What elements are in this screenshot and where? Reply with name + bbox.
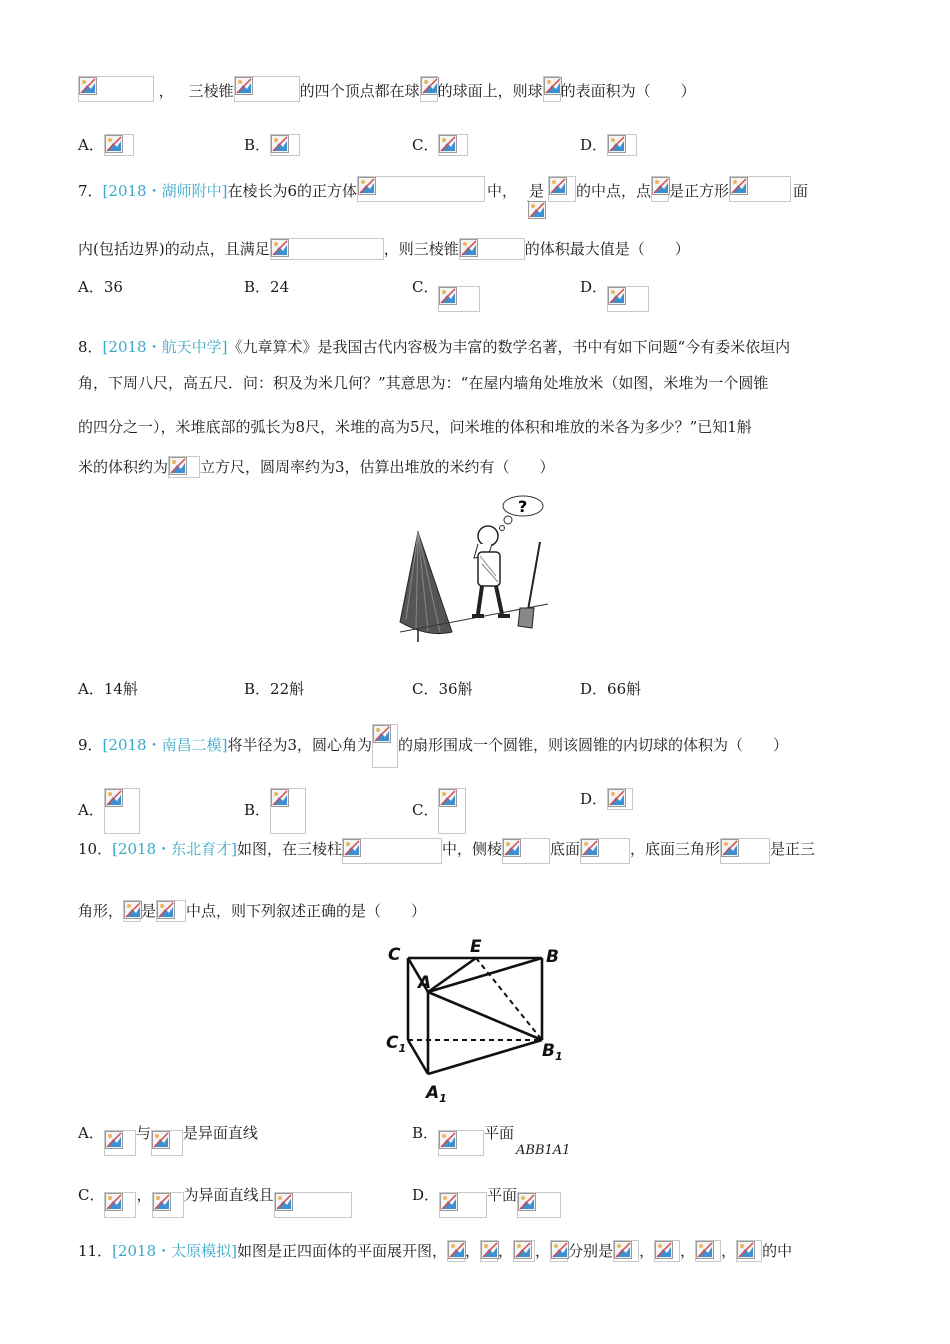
formula-image bbox=[651, 176, 669, 202]
source-tag: [2018・太原模拟] bbox=[112, 1242, 237, 1260]
formula-image bbox=[720, 838, 770, 864]
source-tag: [2018・航天中学] bbox=[102, 338, 228, 356]
broken-image-icon bbox=[421, 77, 439, 95]
formula-image bbox=[459, 238, 525, 260]
broken-image-icon bbox=[105, 1131, 123, 1149]
broken-image-icon bbox=[439, 789, 457, 807]
q6-option-b: B． bbox=[244, 134, 300, 156]
rice-pile-illustration bbox=[388, 492, 558, 642]
formula-image bbox=[513, 1240, 535, 1262]
q10-option-d: D． 平面 bbox=[412, 1184, 561, 1218]
q7-option-d: D． bbox=[580, 276, 649, 312]
broken-image-icon bbox=[614, 1241, 632, 1259]
formula-image bbox=[438, 1130, 484, 1156]
broken-image-icon bbox=[730, 177, 748, 195]
formula-image bbox=[104, 788, 140, 834]
formula-image bbox=[372, 724, 398, 768]
broken-image-icon bbox=[235, 77, 253, 95]
broken-image-icon bbox=[79, 77, 97, 95]
q7-option-a: A．36 bbox=[78, 278, 123, 296]
broken-image-icon bbox=[514, 1241, 532, 1259]
formula-image bbox=[357, 176, 485, 202]
formula-image bbox=[527, 200, 529, 202]
formula-image bbox=[152, 1192, 184, 1218]
broken-image-icon bbox=[655, 1241, 673, 1259]
broken-image-icon bbox=[544, 77, 562, 95]
broken-image-icon bbox=[439, 135, 457, 153]
source-tag: [2018・湖师附中] bbox=[102, 182, 228, 200]
broken-image-icon bbox=[460, 239, 478, 257]
broken-image-icon bbox=[152, 1131, 170, 1149]
formula-image bbox=[502, 838, 550, 864]
q10-option-c: C． ， 为异面直线且 bbox=[78, 1184, 352, 1218]
q6-text: 的四个顶点都在球 bbox=[299, 82, 420, 100]
q8-line2: 角，下周八尺，高五尺．问：积及为米几何？”其意思为：“在屋内墙角处堆放米（如图，米堆为一个圆锥 bbox=[78, 374, 769, 392]
broken-image-icon bbox=[696, 1241, 714, 1259]
formula-image bbox=[270, 788, 306, 834]
q7-option-c: C． bbox=[412, 276, 480, 312]
formula-image bbox=[104, 1130, 136, 1156]
broken-image-icon bbox=[439, 1131, 457, 1149]
broken-image-icon bbox=[481, 1241, 499, 1259]
q9-line1: 9．[2018・南昌二模]将半径为3，圆心角为 的扇形围成一个圆锥，则该圆锥的内切球的体积为（ ） bbox=[78, 724, 788, 768]
broken-image-icon bbox=[439, 287, 457, 305]
q9-option-d: D． bbox=[580, 788, 633, 810]
q8-option-b: B．22斛 bbox=[244, 680, 305, 698]
broken-image-icon bbox=[153, 1193, 171, 1211]
q6-text: 的球面上，则球 bbox=[437, 82, 543, 100]
broken-image-icon bbox=[271, 135, 289, 153]
q10-option-b: B． 平面 ABB1A1 bbox=[412, 1122, 514, 1156]
q7-option-b: B．24 bbox=[244, 278, 290, 296]
formula-image bbox=[270, 134, 300, 156]
label-a1: $A_1$ bbox=[426, 1083, 447, 1105]
formula-image bbox=[438, 286, 480, 312]
plane-label: ABB1A1 bbox=[516, 1143, 571, 1158]
broken-image-icon bbox=[373, 725, 391, 743]
broken-image-icon bbox=[581, 839, 599, 857]
broken-image-icon bbox=[551, 1241, 569, 1259]
broken-image-icon bbox=[528, 201, 546, 219]
label-b: B bbox=[546, 947, 559, 967]
formula-image bbox=[729, 176, 791, 202]
formula-image bbox=[439, 1192, 487, 1218]
label-c: C bbox=[388, 945, 401, 965]
q8-line1: 8．[2018・航天中学]《九章算术》是我国古代内容极为丰富的数学名著，书中有如下问题“今有委米依垣内 bbox=[78, 338, 791, 356]
broken-image-icon bbox=[440, 1193, 458, 1211]
broken-image-icon bbox=[105, 789, 123, 807]
formula-image bbox=[654, 1240, 680, 1262]
formula-image bbox=[151, 1130, 183, 1156]
broken-image-icon bbox=[343, 839, 361, 857]
q11-line1: 11．[2018・太原模拟]如图是正四面体的平面展开图， ， ， ， 分别是 ， ， ， 的中 bbox=[78, 1242, 793, 1260]
broken-image-icon bbox=[169, 457, 187, 475]
q10-line2: 角形， 是 中点，则下列叙述正确的是（ ） bbox=[78, 902, 427, 920]
broken-image-icon bbox=[608, 287, 626, 305]
svg-text:?: ? bbox=[518, 497, 528, 516]
formula-image bbox=[736, 1240, 762, 1262]
q10-option-a: A． 与 是异面直线 bbox=[78, 1122, 398, 1156]
q8-line4: 米的体积约为 立方尺，圆周率约为3，估算出堆放的米约有（ ） bbox=[78, 458, 555, 476]
formula-image bbox=[607, 286, 649, 312]
formula-image bbox=[123, 900, 141, 922]
formula-image bbox=[548, 176, 576, 202]
broken-image-icon bbox=[105, 135, 123, 153]
broken-image-icon bbox=[721, 839, 739, 857]
formula-image bbox=[104, 1192, 136, 1218]
q8-option-c: C．36斛 bbox=[412, 680, 473, 698]
formula-image bbox=[695, 1240, 721, 1262]
q8-option-a: A．14斛 bbox=[78, 680, 138, 698]
broken-image-icon bbox=[124, 901, 142, 919]
broken-image-icon bbox=[275, 1193, 293, 1211]
q6-text: ， bbox=[158, 82, 174, 100]
label-c1: $C_1$ bbox=[386, 1033, 407, 1055]
formula-image bbox=[342, 838, 442, 864]
source-tag: [2018・东北育才] bbox=[112, 840, 237, 858]
q6-text: 三棱锥 bbox=[188, 82, 234, 100]
q9-option-a: A． bbox=[78, 788, 140, 834]
q6-line1 bbox=[78, 76, 696, 102]
q8-line3: 的四分之一），米堆底部的弧长为8尺，米堆的高为5尺，问米堆的体积和堆放的米各为多少？”已知1斛 bbox=[78, 418, 752, 436]
formula-image bbox=[550, 1240, 568, 1262]
broken-image-icon bbox=[737, 1241, 755, 1259]
source-tag: [2018・南昌二模] bbox=[102, 736, 228, 754]
q6-text: 的表面积为（ ） bbox=[560, 82, 696, 100]
broken-image-icon bbox=[448, 1241, 466, 1259]
q9-option-c: C． bbox=[412, 788, 466, 834]
broken-image-icon bbox=[157, 901, 175, 919]
broken-image-icon bbox=[652, 177, 670, 195]
q8-option-d: D．66斛 bbox=[580, 680, 642, 698]
formula-image bbox=[438, 134, 468, 156]
formula-image bbox=[420, 76, 438, 102]
formula-image bbox=[270, 238, 384, 260]
label-a: A bbox=[418, 973, 432, 993]
label-e: E bbox=[470, 937, 482, 957]
formula-image bbox=[274, 1192, 352, 1218]
q6-option-a: A． bbox=[78, 134, 134, 156]
prism-figure bbox=[380, 932, 570, 1110]
formula-image bbox=[517, 1192, 561, 1218]
formula-image bbox=[543, 76, 561, 102]
q9-option-b: B． bbox=[244, 788, 306, 834]
q10-line1: 10．[2018・东北育才]如图，在三棱柱 中，侧棱 底面 ，底面三角形 是正三 bbox=[78, 838, 815, 864]
broken-image-icon bbox=[105, 1193, 123, 1211]
q7-line1: 7．[2018・湖师附中]在棱长为6的正方体 中， 是 的中点，点 是正方形 面 bbox=[78, 176, 808, 202]
q6-option-d: D． bbox=[580, 134, 637, 156]
formula-image bbox=[447, 1240, 465, 1262]
formula-image bbox=[607, 134, 637, 156]
broken-image-icon bbox=[608, 789, 626, 807]
broken-image-icon bbox=[608, 135, 626, 153]
broken-image-icon bbox=[358, 177, 376, 195]
formula-image bbox=[580, 838, 630, 864]
formula-image bbox=[156, 900, 186, 922]
formula-image bbox=[168, 456, 200, 478]
q6-option-c: C． bbox=[412, 134, 468, 156]
formula-image bbox=[613, 1240, 639, 1262]
broken-image-icon bbox=[518, 1193, 536, 1211]
broken-image-icon bbox=[271, 789, 289, 807]
broken-image-icon bbox=[503, 839, 521, 857]
formula-image bbox=[480, 1240, 498, 1262]
formula-image bbox=[234, 76, 300, 102]
broken-image-icon bbox=[271, 239, 289, 257]
formula-image bbox=[438, 788, 466, 834]
formula-image bbox=[104, 134, 134, 156]
formula-image bbox=[78, 76, 154, 102]
formula-image bbox=[607, 788, 633, 810]
label-b1: $B_1$ bbox=[542, 1041, 563, 1063]
q7-line2: 内(包括边界)的动点，且满足 ，则三棱锥 的体积最大值是（ ） bbox=[78, 240, 690, 258]
broken-image-icon bbox=[549, 177, 567, 195]
